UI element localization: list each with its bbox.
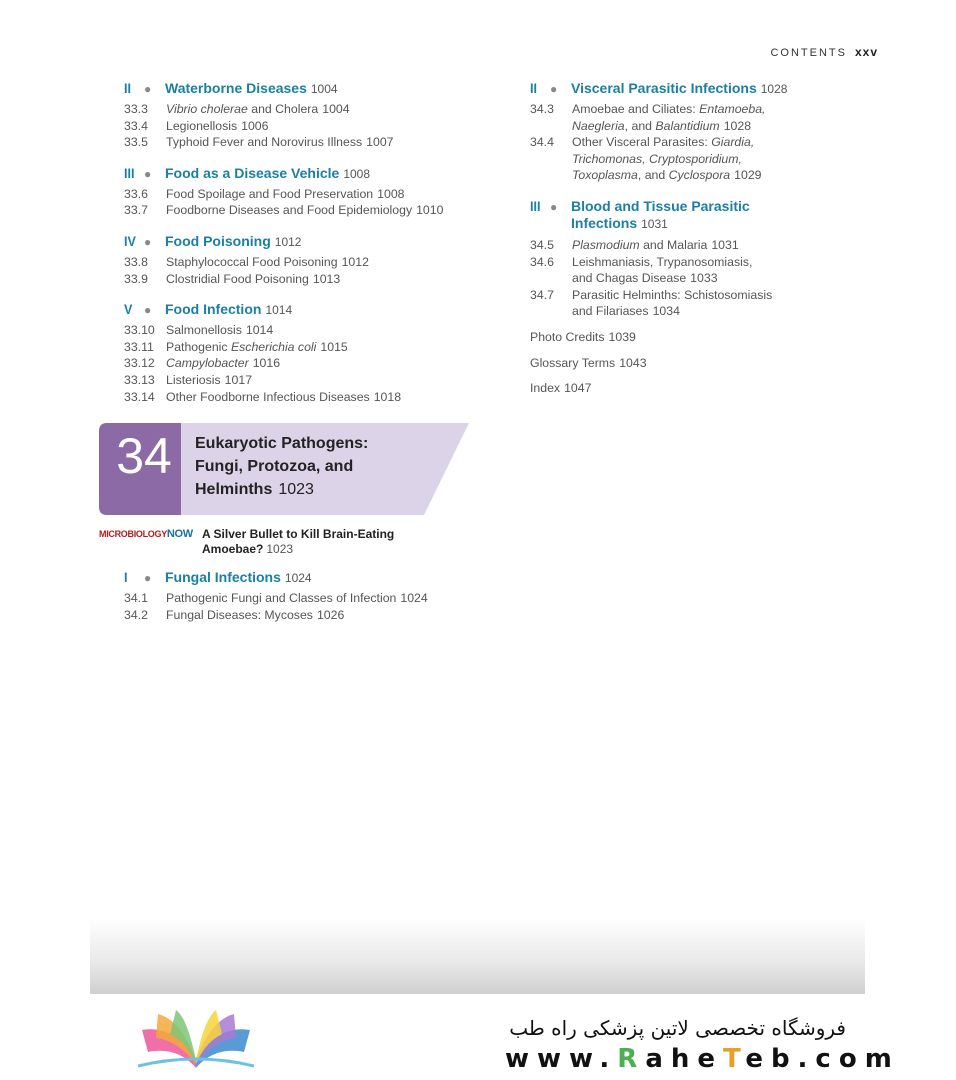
- chapter-title-line: Eukaryotic Pathogens:: [195, 435, 369, 452]
- feature-title: A Silver Bullet to Kill Brain-Eating Amoebae? 1023: [202, 527, 395, 556]
- part-heading: I ● Fungal Infections 1024: [124, 569, 312, 585]
- microbiology-now-feature: [99, 527, 395, 556]
- microbiology-now-logo: MICROBIOLOGYNOW: [99, 528, 193, 540]
- part-heading: III ● Food as a Disease Vehicle 1008: [124, 164, 371, 181]
- feature-page: 1023: [266, 542, 294, 556]
- toc-section: 34.1 Pathogenic Fungi and Classes of Infection 1024: [124, 591, 428, 605]
- bullet-icon: ●: [144, 166, 152, 181]
- toc-section: 33.9 Clostridial Food Poisoning 1013: [124, 271, 341, 286]
- toc-section: 33.8 Staphylococcal Food Poisoning 1012: [124, 254, 369, 269]
- toc-section: 33.12 Campylobacter 1016: [124, 356, 281, 371]
- bullet-icon: ●: [144, 234, 152, 249]
- toc-right-column: [530, 80, 830, 397]
- bullet-icon: ●: [550, 82, 558, 96]
- toc-section: 33.5 Typhoid Fever and Norovirus Illness 1007: [124, 135, 394, 150]
- part-heading: II ● Visceral Parasitic Infections 1028: [530, 80, 788, 96]
- toc-section: 34.5 Plasmodium and Malaria 1031: [530, 237, 739, 252]
- page-shadow: [90, 918, 865, 994]
- bullet-icon: ●: [144, 82, 152, 96]
- toc-section: 33.7 Foodborne Diseases and Food Epidemiology 1010: [124, 203, 444, 218]
- toc-left-column: [124, 80, 484, 405]
- toc-section: 33.4 Legionellosis 1006: [124, 118, 269, 133]
- toc-section: 33.6 Food Spoilage and Food Preservation 1008: [124, 186, 405, 201]
- toc-section: 34.3 Amoebae and Ciliates: Entamoeba, Naegleria, and Balantidium 1028: [530, 102, 766, 133]
- part-heading: II ● Waterborne Diseases 1004: [124, 80, 338, 96]
- back-matter-entry: Index 1047: [530, 381, 592, 396]
- running-header: [770, 45, 878, 59]
- toc-section: 33.3 Vibrio cholerae and Cholera 1004: [124, 102, 350, 116]
- chapter-title: [195, 432, 425, 501]
- toc-section: 34.6 Leishmaniasis, Trypanosomiasis, and Chagas Disease 1033: [530, 254, 753, 286]
- chapter-title-line: Fungi, Protozoa, and: [195, 458, 354, 475]
- bullet-icon: ●: [550, 199, 558, 214]
- header-label: CONTENTS: [770, 47, 847, 59]
- part-heading: III ● Blood and Tissue Parasitic Infections 1031: [530, 197, 750, 231]
- store-url: www.RaheTeb.com: [505, 1044, 900, 1074]
- part-heading: IV ● Food Poisoning 1012: [124, 232, 302, 249]
- toc-section: 33.11 Pathogenic Escherichia coli 1015: [124, 339, 348, 354]
- toc-section: 34.4 Other Visceral Parasites: Giardia, Trichomonas, Cryptosporidium, Toxoplasma, and Cyclospora 1029: [530, 135, 762, 183]
- back-matter-entry: Glossary Terms 1043: [530, 355, 647, 370]
- toc-section: 33.10 Salmonellosis 1014: [124, 323, 274, 338]
- chapter-page: 1023: [278, 481, 314, 498]
- toc-section: 33.14 Other Foodborne Infectious Diseases 1018: [124, 389, 402, 404]
- bullet-icon: ●: [144, 571, 152, 585]
- toc-part-fungal: [124, 569, 484, 623]
- store-name: فروشگاه تخصصی لاتین پزشکی راه طب: [509, 1016, 846, 1040]
- toc-section: 34.2 Fungal Diseases: Mycoses 1026: [124, 607, 345, 622]
- toc-section: 34.7 Parasitic Helminths: Schistosomiasis and Filariases 1034: [530, 287, 773, 319]
- part-heading: V ● Food Infection 1014: [124, 301, 293, 318]
- page-number: xxv: [854, 45, 878, 59]
- chapter-number: 34: [116, 428, 172, 484]
- bullet-icon: ●: [144, 303, 152, 318]
- open-book-logo-icon: [134, 1008, 258, 1074]
- chapter-banner: [99, 423, 469, 515]
- toc-section: 33.13 Listeriosis 1017: [124, 372, 253, 387]
- back-matter-entry: Photo Credits 1039: [530, 329, 636, 344]
- chapter-title-line: Helminths: [195, 481, 273, 498]
